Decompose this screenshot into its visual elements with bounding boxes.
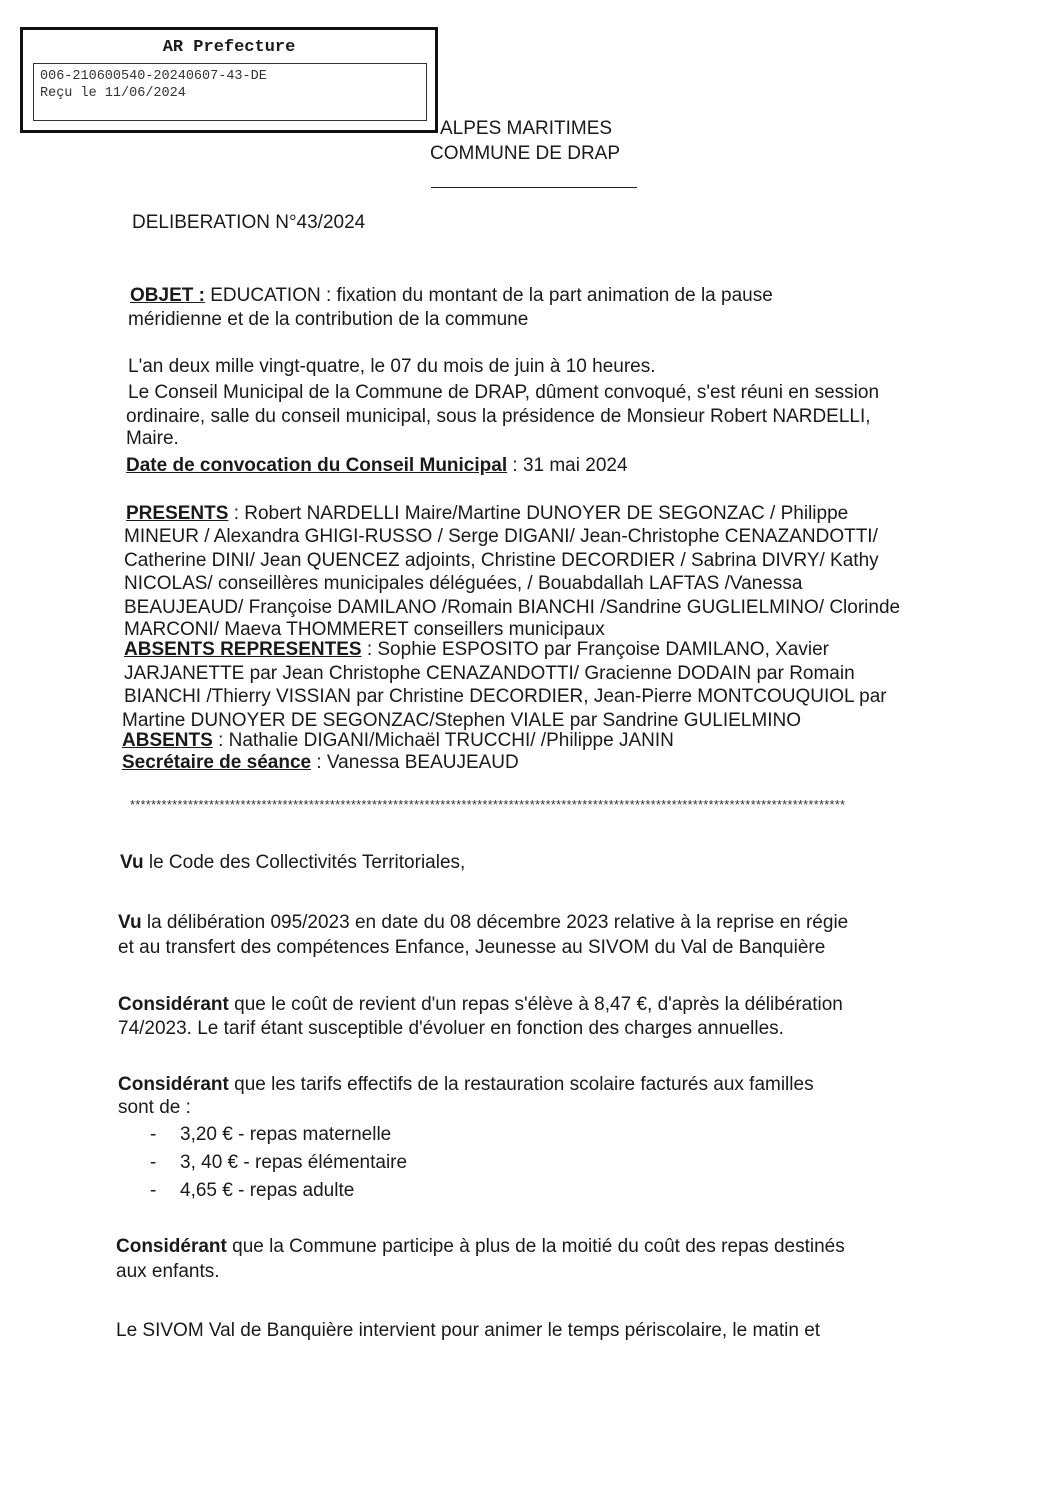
- represented-text-2: JARJANETTE par Jean Christophe CENAZANDOTTI/ Gracienne DODAIN par Romain: [124, 663, 855, 684]
- prefecture-stamp: [20, 27, 438, 133]
- secretary-line: [122, 752, 519, 774]
- considerant-tariffs-line-1: [118, 1074, 814, 1096]
- deliberation-number: DELIBERATION N°43/2024: [132, 212, 366, 233]
- presents-text-6: MARCONI/ Maeva THOMMERET conseillers municipaux: [124, 619, 605, 640]
- tariff-item: [150, 1152, 407, 1174]
- bullet-dash: -: [150, 1124, 157, 1145]
- session-line-2: Le Conseil Municipal de la Commune de DRAP, dûment convoqué, s'est réuni en session: [128, 382, 880, 403]
- session-line-4: Maire.: [126, 428, 179, 449]
- considerant-keyword: Considérant: [118, 1074, 229, 1095]
- session-line-3: ordinaire, salle du conseil municipal, sous la présidence de Monsieur Robert NARDELLI,: [126, 406, 871, 427]
- session-line-1: L'an deux mille vingt-quatre, le 07 du mois de juin à 10 heures.: [128, 356, 656, 377]
- objet-label: OBJET :: [130, 285, 205, 306]
- represented-text-3: BIANCHI /Thierry VISSIAN par Christine DECORDIER, Jean-Pierre MONTCOUQUIOL par: [124, 686, 887, 707]
- considerant-tariffs-text-2: sont de :: [118, 1097, 191, 1118]
- stamp-title: AR Prefecture: [162, 38, 296, 57]
- absents-label: ABSENTS: [122, 730, 213, 751]
- vu-deliberation-text-1: la délibération 095/2023 en date du 08 décembre 2023 relative à la reprise en régie: [141, 912, 849, 933]
- stamp-reference: 006-210600540-20240607-43-DE: [40, 69, 267, 84]
- considerant-tariffs-text-1: que les tarifs effectifs de la restauration scolaire facturés aux familles: [228, 1074, 814, 1095]
- presents-text-3: Catherine DINI/ Jean QUENCEZ adjoints, Christine DECORDIER / Sabrina DIVRY/ Kathy: [124, 550, 879, 571]
- represented-text-1: : Sophie ESPOSITO par Françoise DAMILANO, Xavier: [361, 639, 829, 660]
- vu-code-text: le Code des Collectivités Territoriales,: [143, 852, 466, 873]
- secretary-label: Secrétaire de séance: [122, 752, 312, 773]
- presents-text-2: MINEUR / Alexandra GHIGI-RUSSO / Serge DIGANI/ Jean-Christophe CENAZANDOTTI/: [124, 526, 878, 547]
- presents-label: PRESENTS: [126, 503, 229, 524]
- vu-code-line: [120, 852, 465, 874]
- convocation-date: : 31 mai 2024: [507, 455, 628, 476]
- convocation-label: Date de convocation du Conseil Municipal: [126, 455, 508, 476]
- tariff-item: [150, 1124, 391, 1146]
- bullet-dash: -: [150, 1152, 157, 1173]
- department-name: ALPES MARITIMES: [440, 118, 613, 139]
- tariff-text: 3, 40 € - repas élémentaire: [180, 1152, 408, 1173]
- considerant-cost-text-1: que le coût de revient d'un repas s'élève à 8,47 €, d'après la délibération: [228, 994, 843, 1015]
- represented-text-4: Martine DUNOYER DE SEGONZAC/Stephen VIALE par Sandrine GULIELMINO: [122, 710, 801, 731]
- bullet-dash: -: [150, 1180, 157, 1201]
- absents-text: : Nathalie DIGANI/Michaël TRUCCHI/ /Philippe JANIN: [212, 730, 674, 751]
- considerant-keyword: Considérant: [116, 1236, 227, 1257]
- objet-text-1: EDUCATION : fixation du montant de la part animation de la pause: [204, 285, 773, 306]
- sivom-paragraph-line: Le SIVOM Val de Banquière intervient pour animer le temps périscolaire, le matin et: [116, 1320, 821, 1341]
- considerant-participation-text-2: aux enfants.: [116, 1261, 220, 1282]
- considerant-participation-line-1: [116, 1236, 845, 1258]
- vu-keyword: Vu: [120, 852, 144, 873]
- vu-deliberation-line-1: [118, 912, 848, 934]
- represented-label: ABSENTS REPRESENTES: [124, 639, 362, 660]
- considerant-cost-line-1: [118, 994, 843, 1016]
- stamp-received-date: Reçu le 11/06/2024: [40, 86, 186, 101]
- represented-line-1: [124, 639, 829, 661]
- header-divider: [431, 187, 637, 188]
- convocation-line: [126, 455, 628, 477]
- asterisk-separator: ****************************************************************************************************************************************: [130, 797, 846, 812]
- presents-line-1: [126, 503, 848, 525]
- vu-keyword: Vu: [118, 912, 142, 933]
- tariff-text: 4,65 € - repas adulte: [180, 1180, 355, 1201]
- tariff-item: [150, 1180, 354, 1202]
- vu-deliberation-text-2: et au transfert des compétences Enfance, Jeunesse au SIVOM du Val de Banquière: [118, 937, 826, 958]
- commune-name: COMMUNE DE DRAP: [430, 143, 621, 164]
- objet-line-1: [130, 285, 773, 307]
- considerant-keyword: Considérant: [118, 994, 229, 1015]
- secretary-name: : Vanessa BEAUJEAUD: [311, 752, 519, 773]
- presents-text-1: : Robert NARDELLI Maire/Martine DUNOYER DE SEGONZAC / Philippe: [228, 503, 849, 524]
- presents-text-5: BEAUJEAUD/ Françoise DAMILANO /Romain BIANCHI /Sandrine GUGLIELMINO/ Clorinde: [124, 597, 901, 618]
- presents-text-4: NICOLAS/ conseillères municipales déléguées, / Bouabdallah LAFTAS /Vanessa: [124, 573, 803, 594]
- stamp-details: [33, 63, 427, 121]
- considerant-participation-text-1: que la Commune participe à plus de la moitié du coût des repas destinés: [226, 1236, 845, 1257]
- objet-text-2: méridienne et de la contribution de la commune: [128, 309, 529, 330]
- tariff-text: 3,20 € - repas maternelle: [180, 1124, 392, 1145]
- absents-line: [122, 730, 674, 752]
- considerant-cost-text-2: 74/2023. Le tarif étant susceptible d'évoluer en fonction des charges annuelles.: [118, 1018, 784, 1039]
